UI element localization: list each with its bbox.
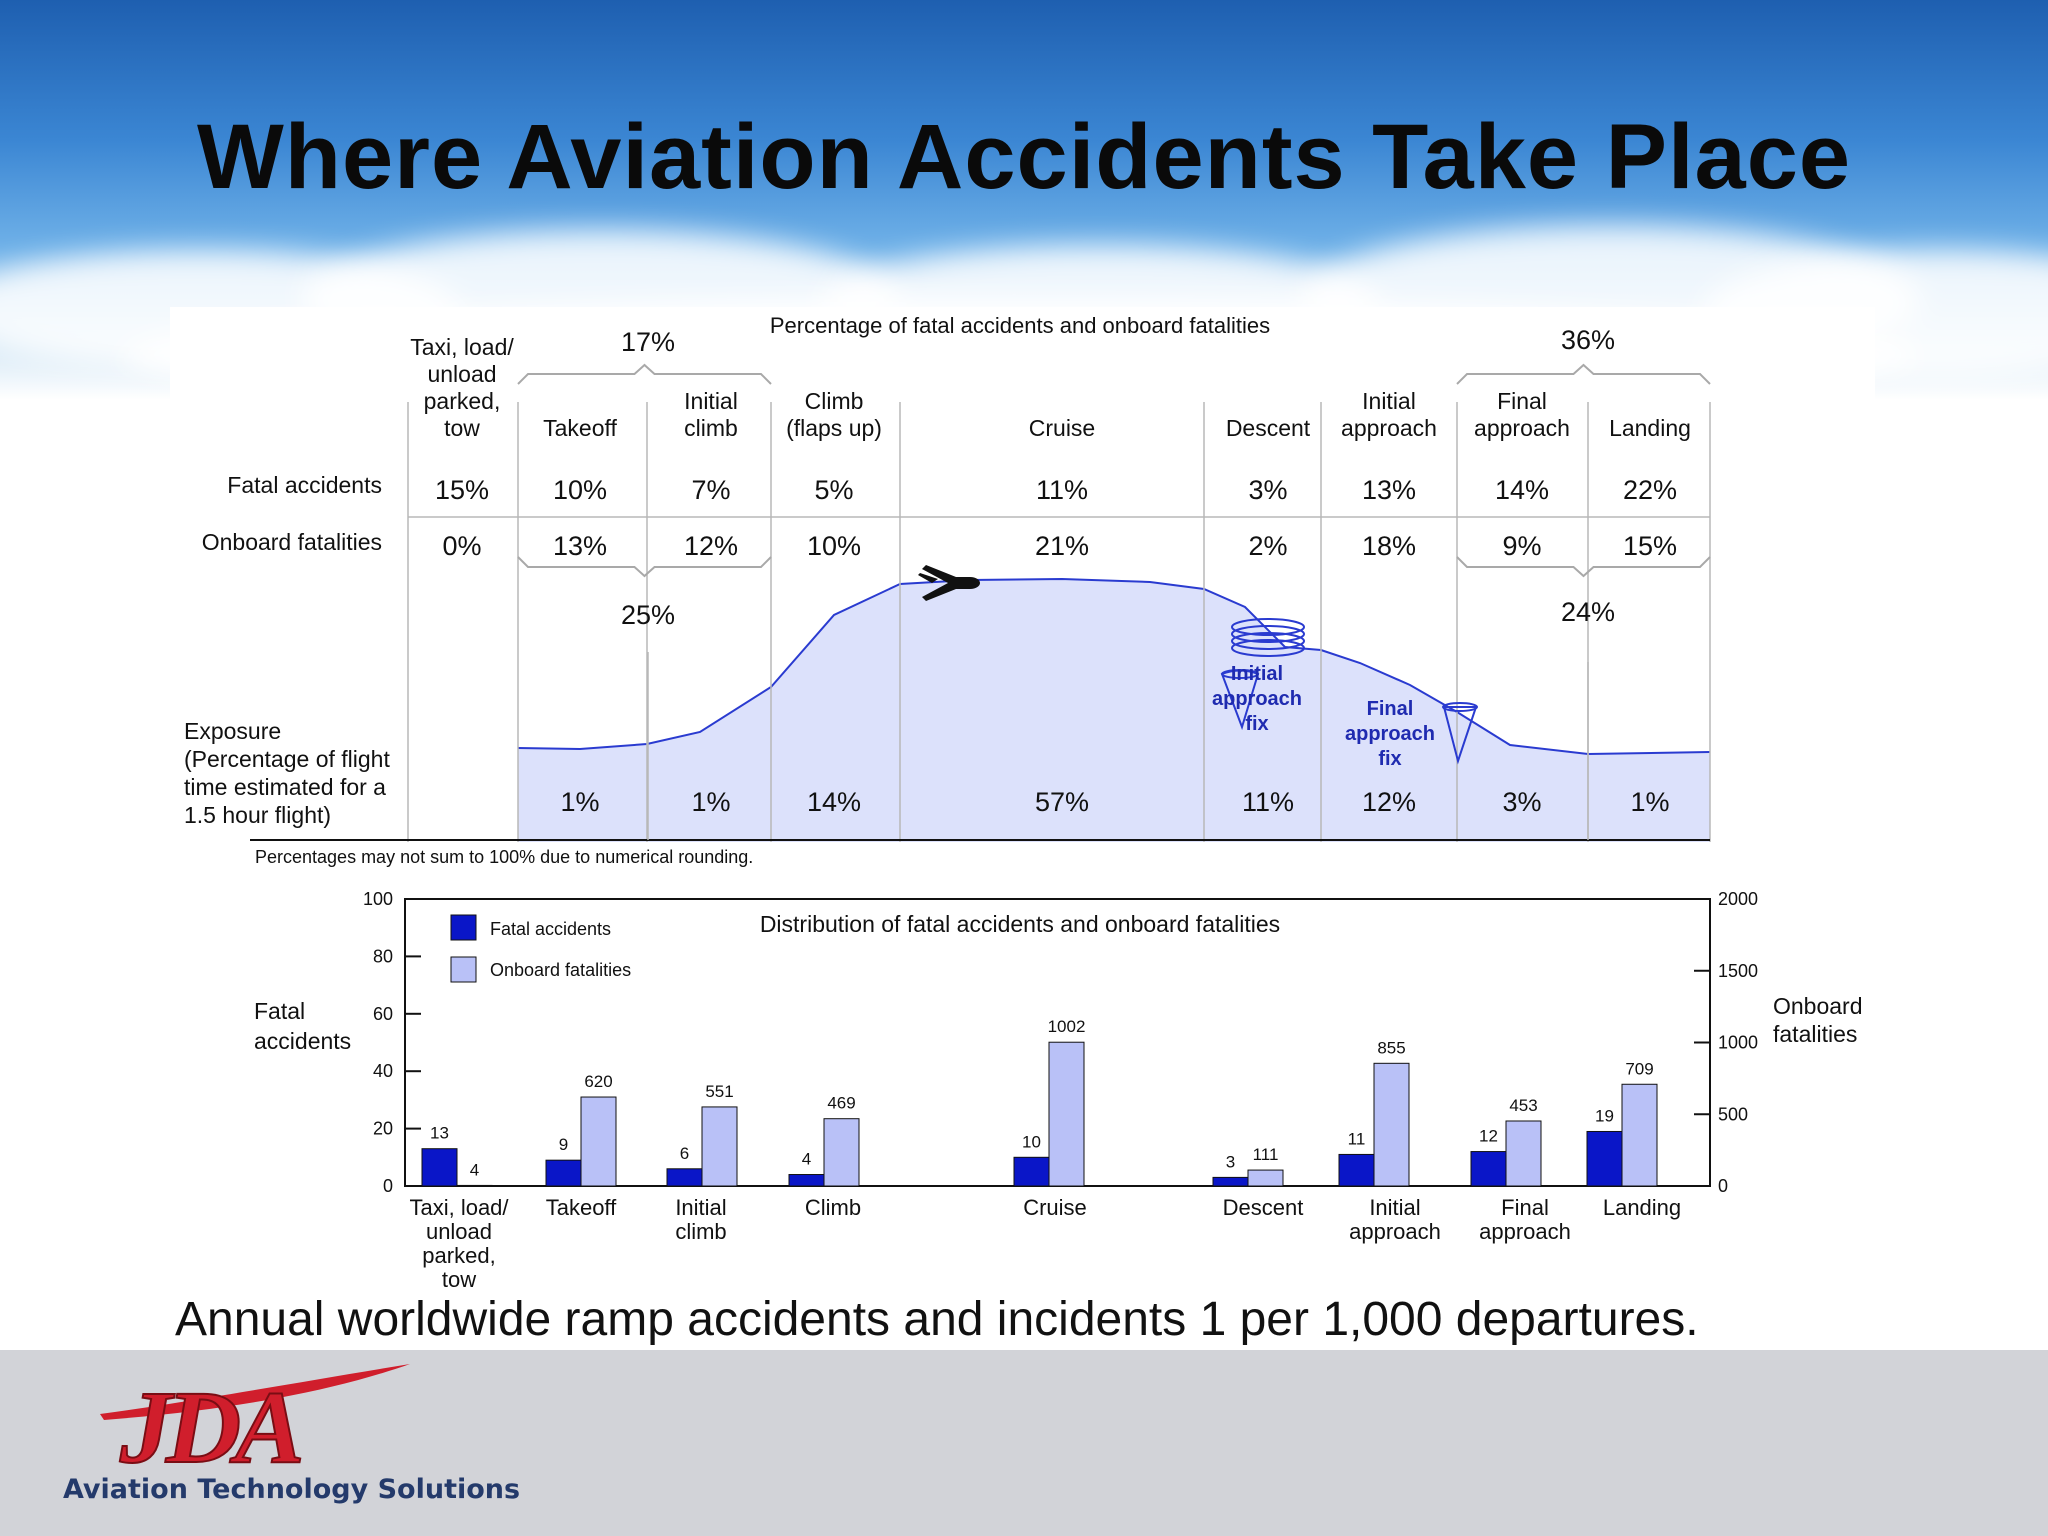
data-label-onboard: 4 bbox=[469, 1160, 480, 1180]
fatal-percent: 13% bbox=[1361, 475, 1417, 505]
phase-header: Initial bbox=[684, 388, 738, 414]
bar-onboard-fatalities bbox=[581, 1097, 616, 1186]
onboard-percent: 12% bbox=[683, 531, 739, 561]
fatal-percent: 7% bbox=[691, 475, 731, 505]
logo-wordmark: JDA bbox=[120, 1370, 299, 1472]
data-label-fatal: 19 bbox=[1595, 1106, 1614, 1126]
fatal-percent: 10% bbox=[552, 475, 608, 505]
distribution-bar-chart bbox=[254, 889, 1863, 1292]
group-total-fatal: 17% bbox=[620, 327, 676, 357]
bar-onboard-fatalities bbox=[1248, 1170, 1283, 1186]
data-label-onboard: 709 bbox=[1625, 1059, 1654, 1079]
legend-swatch-fatal bbox=[451, 915, 476, 940]
bar-fatal-accidents bbox=[667, 1169, 702, 1186]
phase-header: Descent bbox=[1225, 415, 1311, 441]
row-label-exposure: time estimated for a bbox=[184, 774, 386, 800]
right-axis-label: fatalities bbox=[1773, 1021, 1858, 1047]
final-approach-fix-label: fix bbox=[1378, 748, 1402, 770]
bar-onboard-fatalities bbox=[1049, 1042, 1084, 1186]
initial-approach-fix-label: approach bbox=[1211, 688, 1303, 710]
fatal-percent: 14% bbox=[1494, 475, 1550, 505]
left-axis-label: accidents bbox=[254, 1028, 352, 1054]
onboard-percent: 13% bbox=[552, 531, 608, 561]
accident-figure bbox=[170, 307, 1875, 1347]
data-label-onboard: 1002 bbox=[1047, 1017, 1086, 1037]
category-label: Taxi, load/ bbox=[409, 1195, 509, 1220]
fatal-percent: 11% bbox=[1035, 475, 1089, 505]
exposure-percent: 1% bbox=[560, 787, 600, 817]
data-label-fatal: 13 bbox=[430, 1123, 449, 1143]
phase-header: Landing bbox=[1609, 415, 1691, 441]
slide-title: Where Aviation Accidents Take Place bbox=[196, 106, 1852, 208]
exposure-percent: 11% bbox=[1241, 787, 1295, 817]
group-total-fatal: 36% bbox=[1560, 325, 1616, 355]
final-approach-fix-label: Final bbox=[1366, 698, 1414, 720]
data-label-onboard: 469 bbox=[827, 1093, 856, 1113]
category-label: tow bbox=[441, 1267, 477, 1292]
onboard-percent: 9% bbox=[1502, 531, 1542, 561]
bar-fatal-accidents bbox=[546, 1160, 581, 1186]
data-label-fatal: 6 bbox=[679, 1143, 690, 1163]
fatal-percent: 15% bbox=[434, 475, 490, 505]
slide-caption: Annual worldwide ramp accidents and incidents 1 per 1,000 departures. bbox=[175, 1293, 1699, 1346]
right-tick-label: 1500 bbox=[1718, 960, 1759, 981]
final-approach-fix-label: approach bbox=[1344, 723, 1436, 745]
initial-approach-fix-label: Initial bbox=[1230, 663, 1284, 685]
data-label-fatal: 9 bbox=[558, 1135, 569, 1155]
data-label-fatal: 10 bbox=[1022, 1132, 1041, 1152]
right-tick-label: 0 bbox=[1718, 1176, 1729, 1196]
left-axis-label: Fatal bbox=[254, 998, 306, 1024]
right-axis-label: Onboard bbox=[1773, 993, 1863, 1019]
right-tick-label: 1000 bbox=[1718, 1032, 1759, 1053]
category-label: Initial bbox=[675, 1195, 727, 1220]
category-label: approach bbox=[1479, 1219, 1571, 1244]
exposure-percent: 3% bbox=[1502, 787, 1542, 817]
category-label: approach bbox=[1349, 1219, 1441, 1244]
phase-header: parked, bbox=[423, 388, 501, 414]
category-label: Initial bbox=[1369, 1195, 1421, 1220]
jda-logo bbox=[80, 1362, 420, 1472]
phase-table bbox=[184, 313, 1710, 867]
phase-header: Initial bbox=[1362, 388, 1416, 414]
phase-header: Climb bbox=[804, 388, 864, 414]
row-label-onboard: Onboard fatalities bbox=[201, 529, 382, 555]
bracket-top-final-landing bbox=[1457, 365, 1710, 384]
category-label: Descent bbox=[1222, 1195, 1304, 1220]
table-title: Percentage of fatal accidents and onboard fatalities bbox=[769, 313, 1271, 338]
fatal-percent: 3% bbox=[1248, 475, 1288, 505]
left-tick-label: 40 bbox=[372, 1061, 393, 1082]
fatal-percent: 5% bbox=[814, 475, 854, 505]
onboard-percent: 10% bbox=[806, 531, 862, 561]
data-label-fatal: 11 bbox=[1347, 1129, 1366, 1149]
bar-chart-title: Distribution of fatal accidents and onboard fatalities bbox=[759, 911, 1281, 937]
group-total-onboard: 24% bbox=[1560, 597, 1616, 627]
category-label: Takeoff bbox=[545, 1195, 617, 1220]
legend-label-fatal: Fatal accidents bbox=[490, 919, 612, 939]
exposure-percent: 14% bbox=[806, 787, 862, 817]
bar-fatal-accidents bbox=[1014, 1157, 1049, 1186]
right-tick-label: 2000 bbox=[1718, 889, 1759, 909]
category-label: Final bbox=[1501, 1195, 1549, 1220]
row-label-fatal: Fatal accidents bbox=[227, 472, 382, 498]
chart-panel bbox=[170, 307, 1875, 1347]
right-tick-label: 500 bbox=[1718, 1104, 1749, 1125]
phase-header: approach bbox=[1341, 415, 1437, 441]
legend-swatch-onboard bbox=[451, 957, 476, 982]
row-label-exposure: 1.5 hour flight) bbox=[184, 802, 332, 828]
phase-header: Takeoff bbox=[543, 415, 617, 441]
bar-onboard-fatalities bbox=[1506, 1121, 1541, 1186]
category-label: Cruise bbox=[1023, 1195, 1087, 1220]
fatal-percent: 22% bbox=[1622, 475, 1678, 505]
onboard-percent: 18% bbox=[1361, 531, 1417, 561]
onboard-percent: 15% bbox=[1622, 531, 1678, 561]
bar-onboard-fatalities bbox=[702, 1107, 737, 1186]
onboard-percent: 0% bbox=[442, 531, 482, 561]
bar-fatal-accidents bbox=[789, 1175, 824, 1186]
row-label-exposure: Exposure bbox=[184, 718, 282, 744]
group-total-onboard: 25% bbox=[620, 600, 676, 630]
left-tick-label: 60 bbox=[372, 1003, 393, 1024]
data-label-onboard: 855 bbox=[1377, 1038, 1406, 1058]
bar-onboard-fatalities bbox=[457, 1185, 492, 1186]
initial-approach-fix-label: fix bbox=[1245, 713, 1269, 735]
bar-onboard-fatalities bbox=[824, 1119, 859, 1186]
onboard-percent: 21% bbox=[1034, 531, 1090, 561]
category-label: parked, bbox=[422, 1243, 496, 1268]
row-label-exposure: (Percentage of flight bbox=[184, 746, 390, 772]
phase-header: Taxi, load/ bbox=[410, 334, 514, 360]
phase-header: climb bbox=[684, 415, 738, 441]
phase-header: tow bbox=[444, 415, 480, 441]
left-tick-label: 80 bbox=[372, 946, 393, 967]
data-label-fatal: 4 bbox=[801, 1149, 812, 1169]
bar-fatal-accidents bbox=[1471, 1152, 1506, 1186]
data-label-fatal: 3 bbox=[1225, 1152, 1236, 1172]
data-label-onboard: 620 bbox=[584, 1072, 613, 1092]
phase-header: Cruise bbox=[1028, 415, 1096, 441]
left-tick-label: 100 bbox=[362, 889, 393, 909]
onboard-percent: 2% bbox=[1248, 531, 1288, 561]
bar-onboard-fatalities bbox=[1622, 1084, 1657, 1186]
bar-fatal-accidents bbox=[1339, 1154, 1374, 1186]
brand-tagline: Aviation Technology Solutions bbox=[63, 1474, 521, 1505]
data-label-onboard: 111 bbox=[1252, 1145, 1279, 1165]
data-label-fatal: 12 bbox=[1479, 1126, 1498, 1146]
left-tick-label: 20 bbox=[372, 1118, 393, 1139]
bar-fatal-accidents bbox=[1213, 1177, 1248, 1186]
phase-header: (flaps up) bbox=[786, 415, 882, 441]
bar-fatal-accidents bbox=[1587, 1131, 1622, 1186]
exposure-percent: 57% bbox=[1034, 787, 1090, 817]
rounding-note: Percentages may not sum to 100% due to numerical rounding. bbox=[255, 847, 754, 867]
legend-label-onboard: Onboard fatalities bbox=[490, 960, 632, 980]
data-label-onboard: 551 bbox=[705, 1081, 734, 1101]
category-label: Landing bbox=[1602, 1195, 1682, 1220]
bar-onboard-fatalities bbox=[1374, 1063, 1409, 1186]
exposure-percent: 1% bbox=[1630, 787, 1670, 817]
left-tick-label: 0 bbox=[382, 1176, 393, 1196]
exposure-percent: 1% bbox=[691, 787, 731, 817]
category-label: unload bbox=[425, 1219, 493, 1244]
data-label-onboard: 453 bbox=[1509, 1095, 1538, 1115]
bracket-top-takeoff-climb bbox=[518, 365, 771, 384]
category-label: Climb bbox=[804, 1195, 862, 1220]
exposure-percent: 12% bbox=[1361, 787, 1417, 817]
category-label: climb bbox=[675, 1219, 727, 1244]
phase-header: Final bbox=[1497, 388, 1547, 414]
bar-fatal-accidents bbox=[422, 1149, 457, 1186]
phase-header: approach bbox=[1474, 415, 1570, 441]
phase-header: unload bbox=[427, 361, 497, 387]
